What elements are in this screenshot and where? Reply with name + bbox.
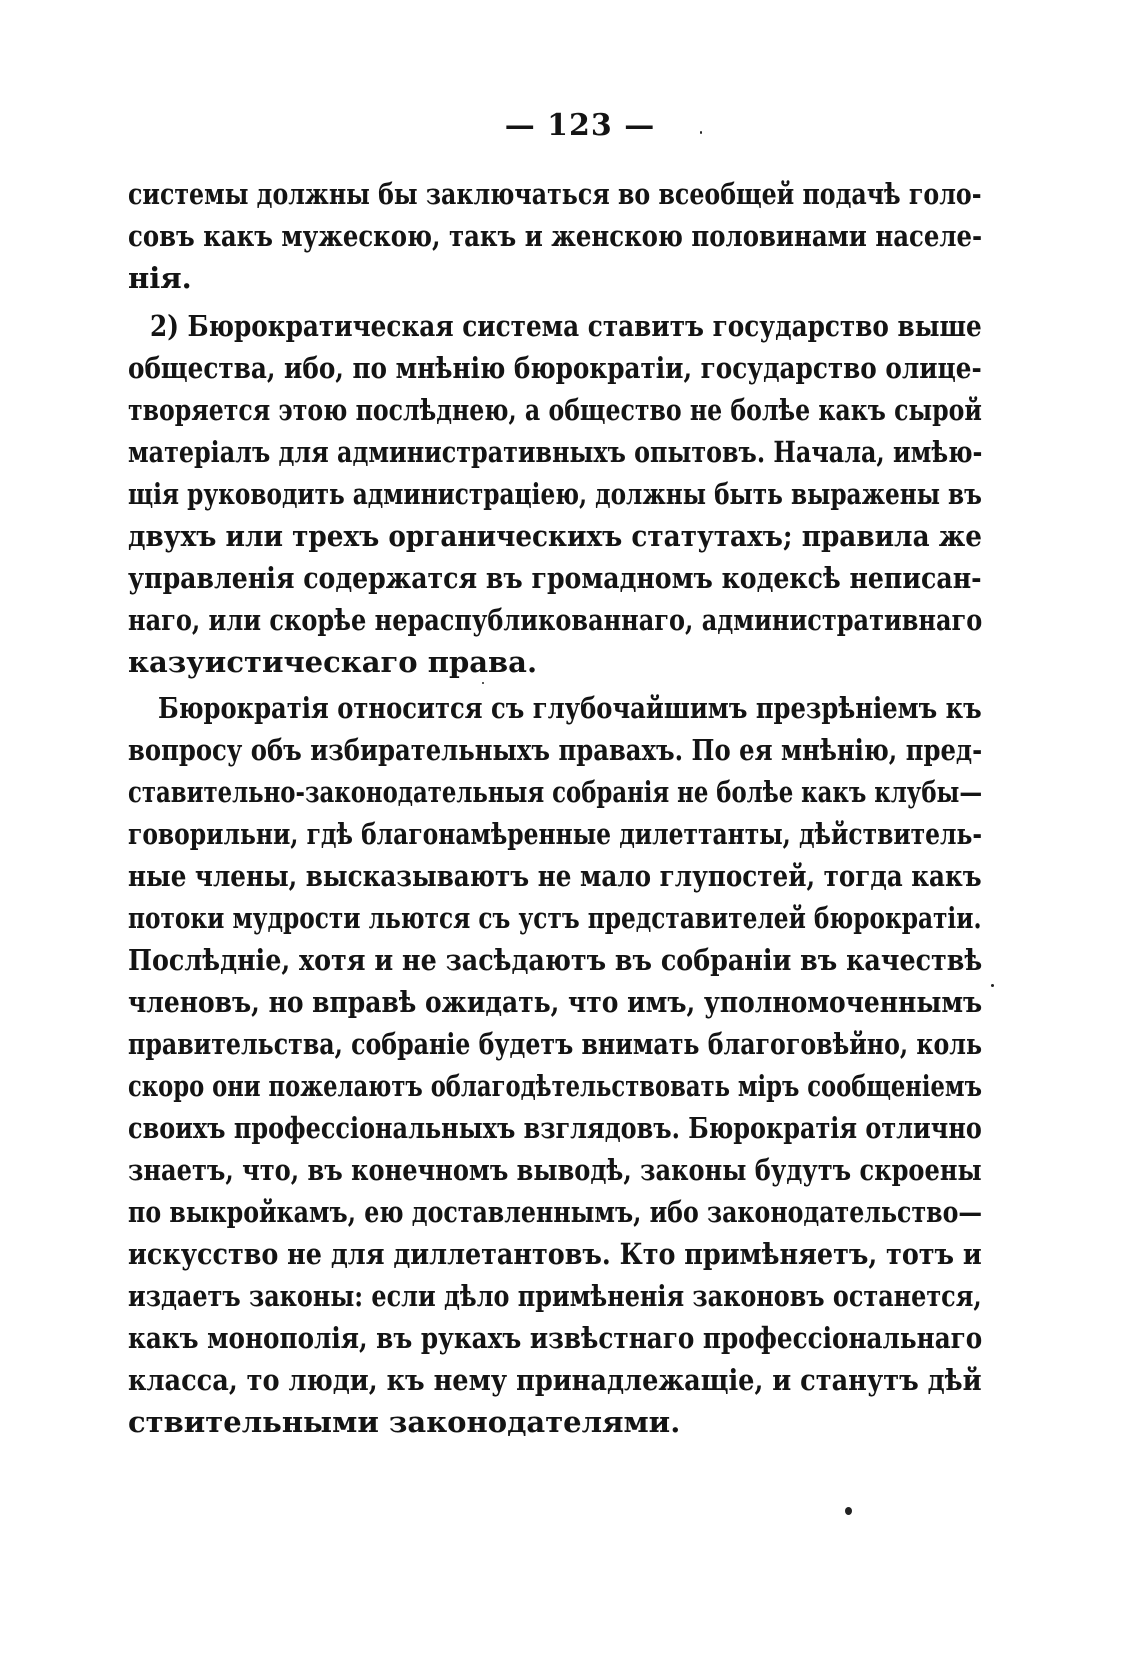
text-line: управленія содержатся въ громадномъ кодексѣ неписан- [128, 561, 982, 595]
text-line: нія. [128, 261, 192, 295]
text-line: издаетъ законы: если дѣло примѣненія законовъ останется, [128, 1279, 982, 1313]
text-line: двухъ или трехъ органическихъ статутахъ; правила же [128, 519, 982, 553]
text-line: ные члены, высказываютъ не мало глупостей, тогда какъ [128, 859, 982, 893]
text-line: общества, ибо, по мнѣнію бюрократіи, государство олице- [128, 351, 982, 385]
text-line: скоро они пожелаютъ облагодѣтельствовать міръ сообщеніемъ [128, 1069, 982, 1103]
text-line: 2) Бюрократическая система ставитъ государство выше [150, 309, 982, 343]
text-line: системы должны бы заключаться во всеобщей подачѣ голо- [128, 177, 982, 211]
text-line: потоки мудрости льются съ устъ представителей бюрократіи. [128, 901, 982, 935]
text-line: творяется этою послѣднею, а общество не болѣе какъ сырой [128, 393, 982, 427]
text-line: Послѣдніе, хотя и не засѣдаютъ въ собраніи въ качествѣ [128, 943, 983, 977]
text-line: казуистическаго права. [128, 645, 538, 679]
speck [700, 131, 702, 134]
text-line: правительства, собраніе будетъ внимать благоговѣйно, коль [128, 1027, 983, 1061]
text-line: говорильни, гдѣ благонамѣренные дилеттанты, дѣйствитель- [128, 817, 983, 851]
text-line: щія руководить администраціею, должны быть выражены въ [128, 477, 982, 511]
text-line: членовъ, но вправѣ ожидать, что имъ, уполномоченнымъ [128, 985, 983, 1019]
speck [991, 984, 994, 987]
text-line: знаетъ, что, въ конечномъ выводѣ, законы будутъ скроены [128, 1153, 982, 1187]
text-line: искусство не для диллетантовъ. Кто примѣняетъ, тотъ и [128, 1237, 982, 1271]
text-line: по выкройкамъ, ею доставленнымъ, ибо законодательство— [128, 1195, 983, 1229]
page-number: — 123 — [504, 108, 656, 143]
text-line: совъ какъ мужескою, такъ и женскою половинами населе- [128, 219, 983, 253]
text-line: своихъ профессіональныхъ взглядовъ. Бюрократія отлично [128, 1111, 982, 1145]
text-line: какъ монополія, въ рукахъ извѣстнаго профессіональнаго [128, 1321, 983, 1355]
speck [845, 1507, 852, 1515]
text-line: вопросу объ избирательныхъ правахъ. По ея мнѣнію, пред- [128, 733, 983, 767]
text-line: Бюрократія относится съ глубочайшимъ презрѣніемъ къ [158, 691, 982, 725]
text-line: класса, то люди, къ нему принадлежащіе, и станутъ дѣй [128, 1363, 982, 1397]
text-line: матеріалъ для административныхъ опытовъ. Начала, имѣю- [128, 435, 983, 469]
text-line: ставительно-законодательныя собранія не болѣе какъ клубы— [128, 775, 983, 809]
text-line: наго, или скорѣе нераспубликованнаго, административнаго [128, 603, 983, 637]
speck [482, 682, 484, 684]
text-line: ствительными законодателями. [128, 1405, 681, 1439]
